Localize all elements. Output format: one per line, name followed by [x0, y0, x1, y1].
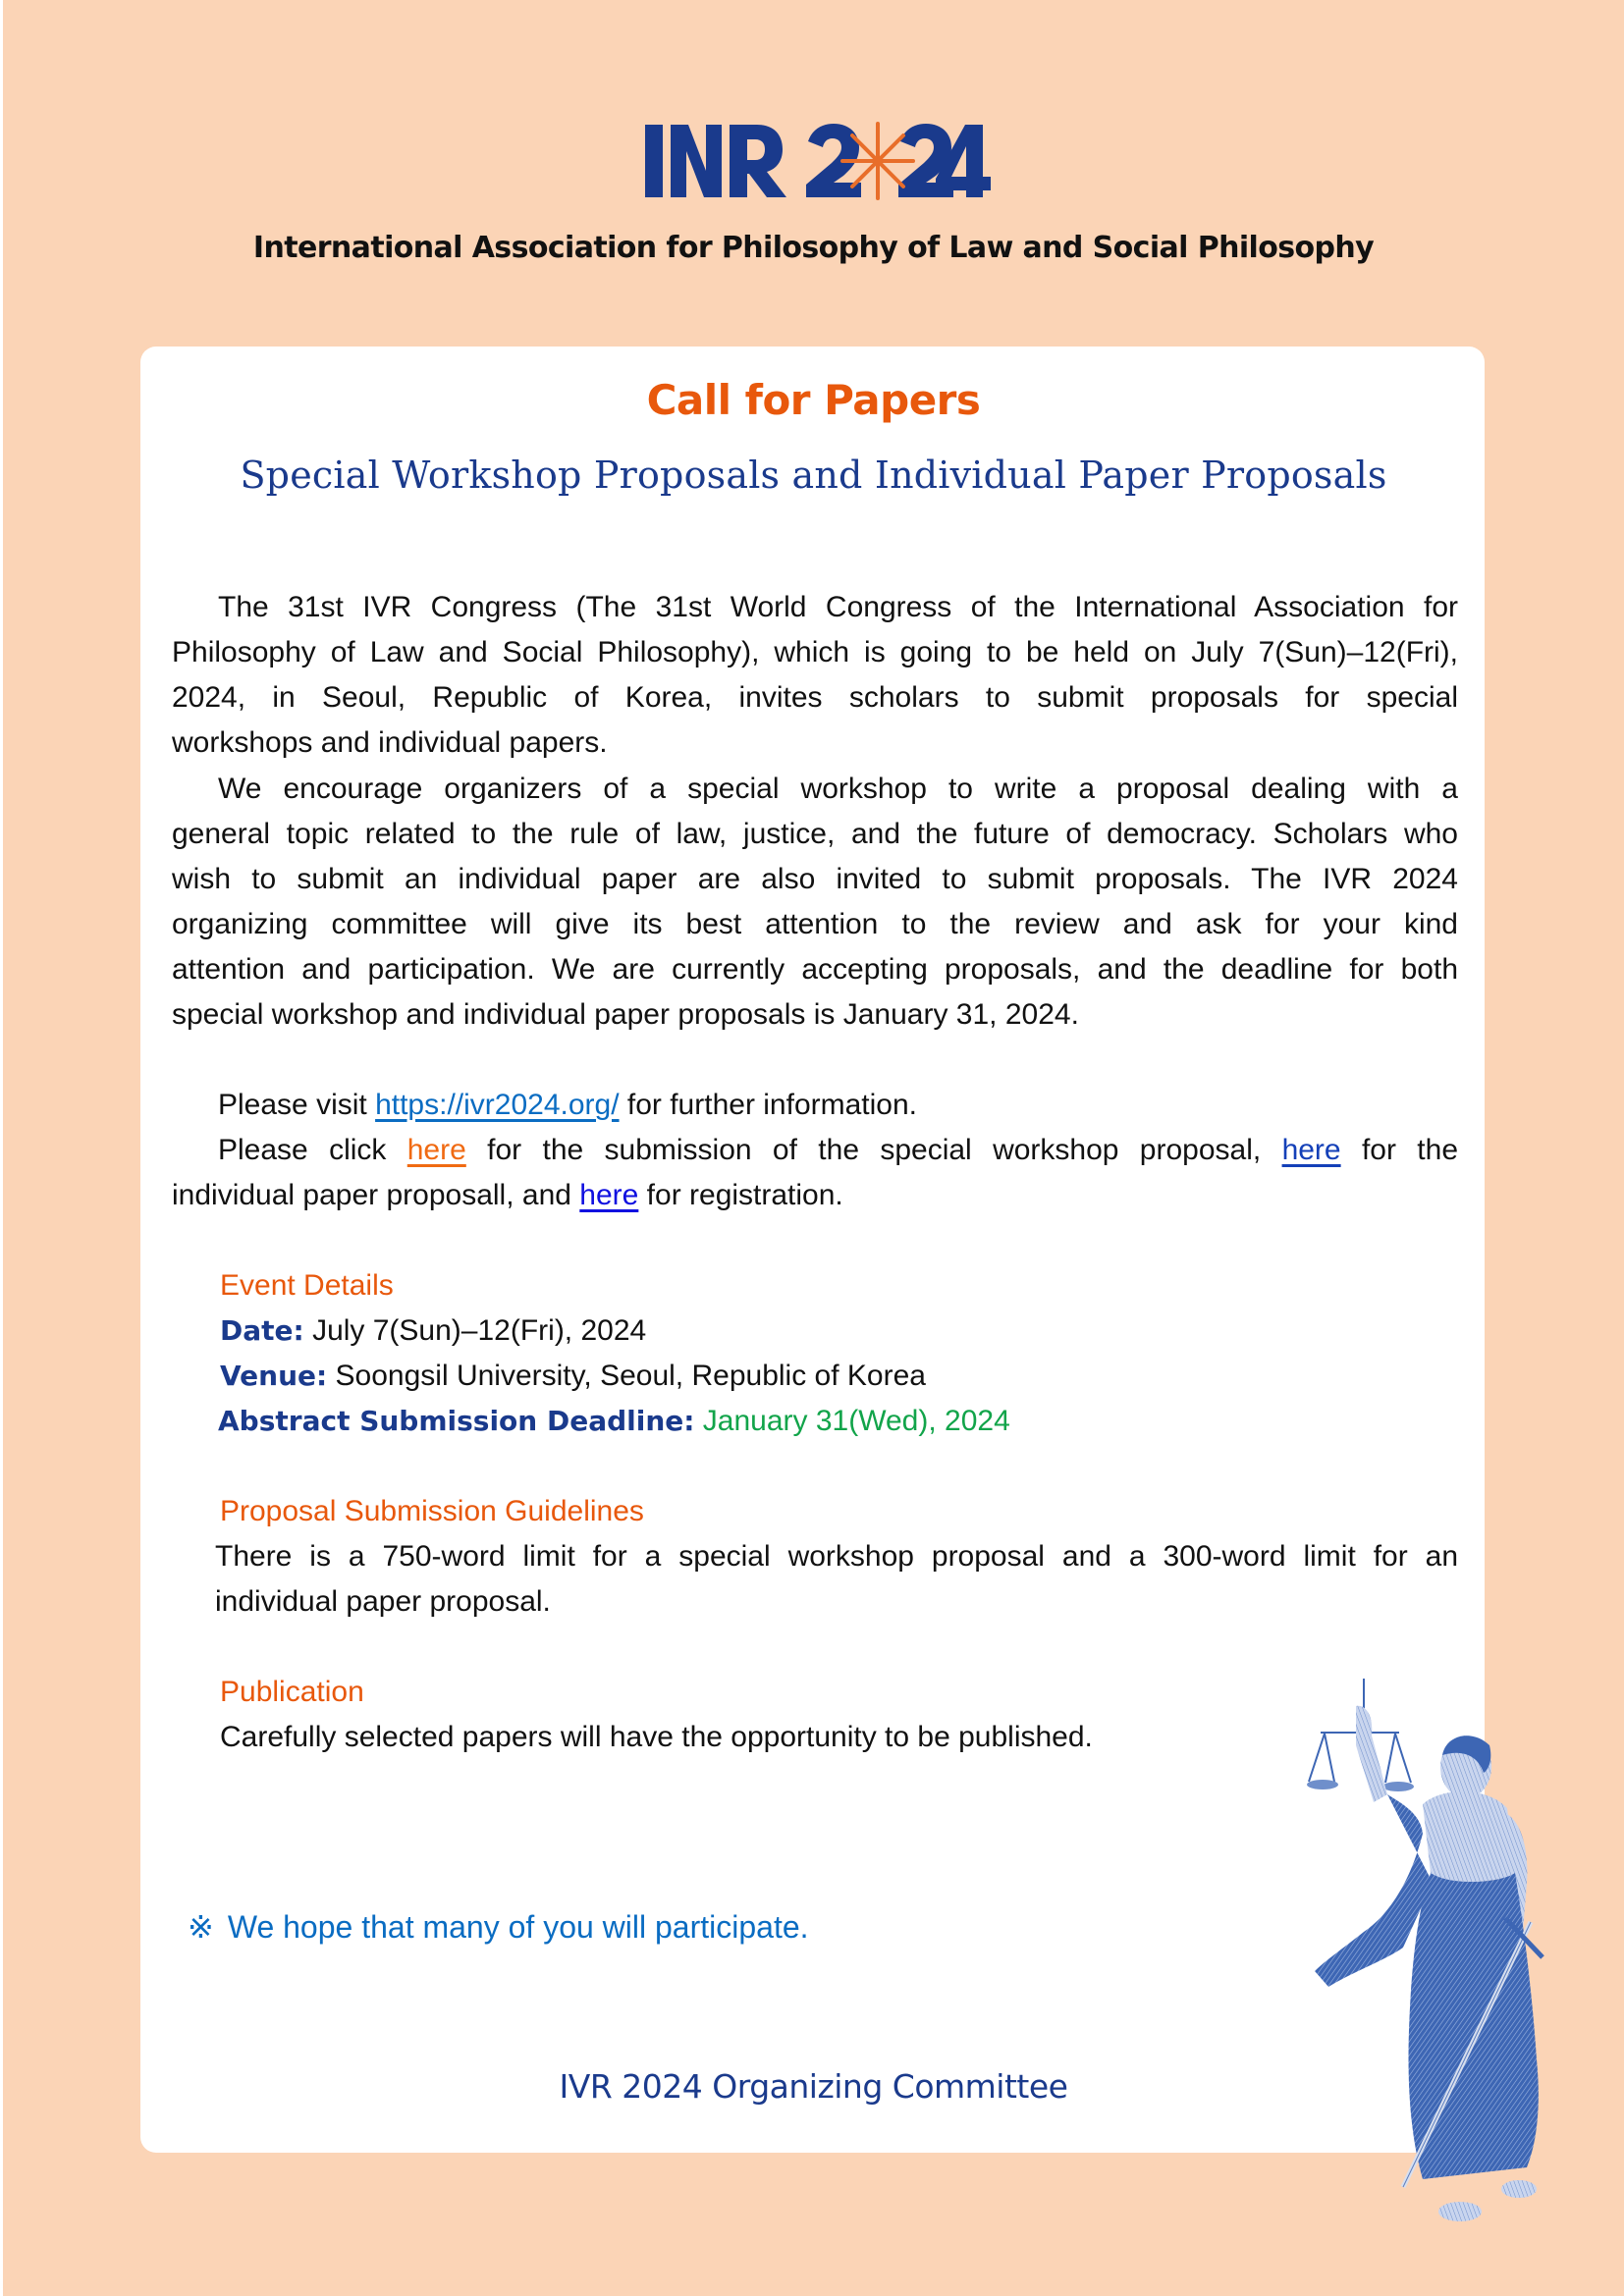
- encourage-line: general topic related to the rule of law, justice, and the future of democracy. Scholars who: [172, 818, 1458, 850]
- visit-prefix: Please visit: [218, 1089, 376, 1121]
- note-text: We hope that many of you will participate.: [227, 1909, 809, 1945]
- encourage-line: organizing committee will give its best attention to the review and ask for your kind: [172, 908, 1458, 940]
- click-prefix: Please click: [218, 1134, 407, 1166]
- publication-heading: Publication: [220, 1676, 364, 1708]
- website-link[interactable]: https://ivr2024.org/: [375, 1089, 620, 1121]
- click-line-2: [172, 1178, 843, 1213]
- ivr-2024-logo: [643, 120, 993, 202]
- page-subtitle: Special Workshop Proposals and Individual Paper Proposals: [240, 454, 1387, 497]
- poster-page: [3, 0, 1624, 2296]
- guidelines-line: There is a 750-word limit for a special workshop proposal and a 300-word limit for an: [215, 1540, 1458, 1573]
- intro-line: Philosophy of Law and Social Philosophy), which is going to be held on July 7(Sun)–12(Fri),: [172, 636, 1458, 668]
- click-middle-1: for the submission of the special workshop proposal,: [465, 1134, 1282, 1166]
- date-value: July 7(Sun)–12(Fri), 2024: [312, 1314, 647, 1347]
- event-details-heading: Event Details: [220, 1269, 394, 1302]
- encourage-line: wish to submit an individual paper are also invited to submit proposals. The IVR 2024: [172, 863, 1458, 895]
- venue-value: Soongsil University, Seoul, Republic of Korea: [335, 1360, 926, 1392]
- registration-link[interactable]: here: [579, 1179, 639, 1211]
- reference-mark-icon: ※: [188, 1909, 214, 1945]
- venue-label: Venue:: [220, 1360, 328, 1392]
- encourage-line: We encourage organizers of a special workshop to write a proposal dealing with a: [218, 773, 1458, 805]
- click-line: [218, 1133, 1458, 1168]
- publication-text: Carefully selected papers will have the opportunity to be published.: [220, 1721, 1093, 1753]
- deadline-value: January 31(Wed), 2024: [702, 1405, 1010, 1437]
- event-date-row: [220, 1313, 646, 1349]
- guidelines-line: individual paper proposal.: [215, 1585, 551, 1618]
- intro-line: The 31st IVR Congress (The 31st World Congress of the International Association for: [218, 591, 1458, 623]
- workshop-proposal-link[interactable]: here: [406, 1134, 466, 1166]
- deadline-label: Abstract Submission Deadline:: [218, 1405, 695, 1437]
- event-deadline-row: [218, 1404, 1010, 1439]
- encourage-line: attention and participation. We are currently accepting proposals, and the deadline for both: [172, 953, 1458, 986]
- visit-suffix: for further information.: [619, 1089, 918, 1121]
- organization-name: International Association for Philosophy of Law and Social Philosophy: [252, 231, 1375, 265]
- paper-proposal-link[interactable]: here: [1281, 1134, 1341, 1166]
- lady-justice-icon: [1305, 1677, 1566, 2246]
- encourage-line: special workshop and individual paper proposals is January 31, 2024.: [172, 998, 1079, 1031]
- intro-line: 2024, in Seoul, Republic of Korea, invites scholars to submit proposals for special: [172, 681, 1458, 714]
- intro-line: workshops and individual papers.: [172, 726, 608, 759]
- visit-line: [218, 1088, 917, 1123]
- participation-note: [188, 1908, 809, 1946]
- guidelines-heading: Proposal Submission Guidelines: [220, 1495, 644, 1527]
- organizing-committee-signature: IVR 2024 Organizing Committee: [559, 2067, 1068, 2106]
- click-line2-prefix: individual paper proposall, and: [172, 1179, 580, 1211]
- page-title: Call for Papers: [646, 376, 981, 424]
- click-line2-suffix: for registration.: [638, 1179, 843, 1211]
- date-label: Date:: [220, 1314, 304, 1347]
- click-middle-2: for the: [1340, 1134, 1459, 1166]
- event-venue-row: [220, 1359, 926, 1394]
